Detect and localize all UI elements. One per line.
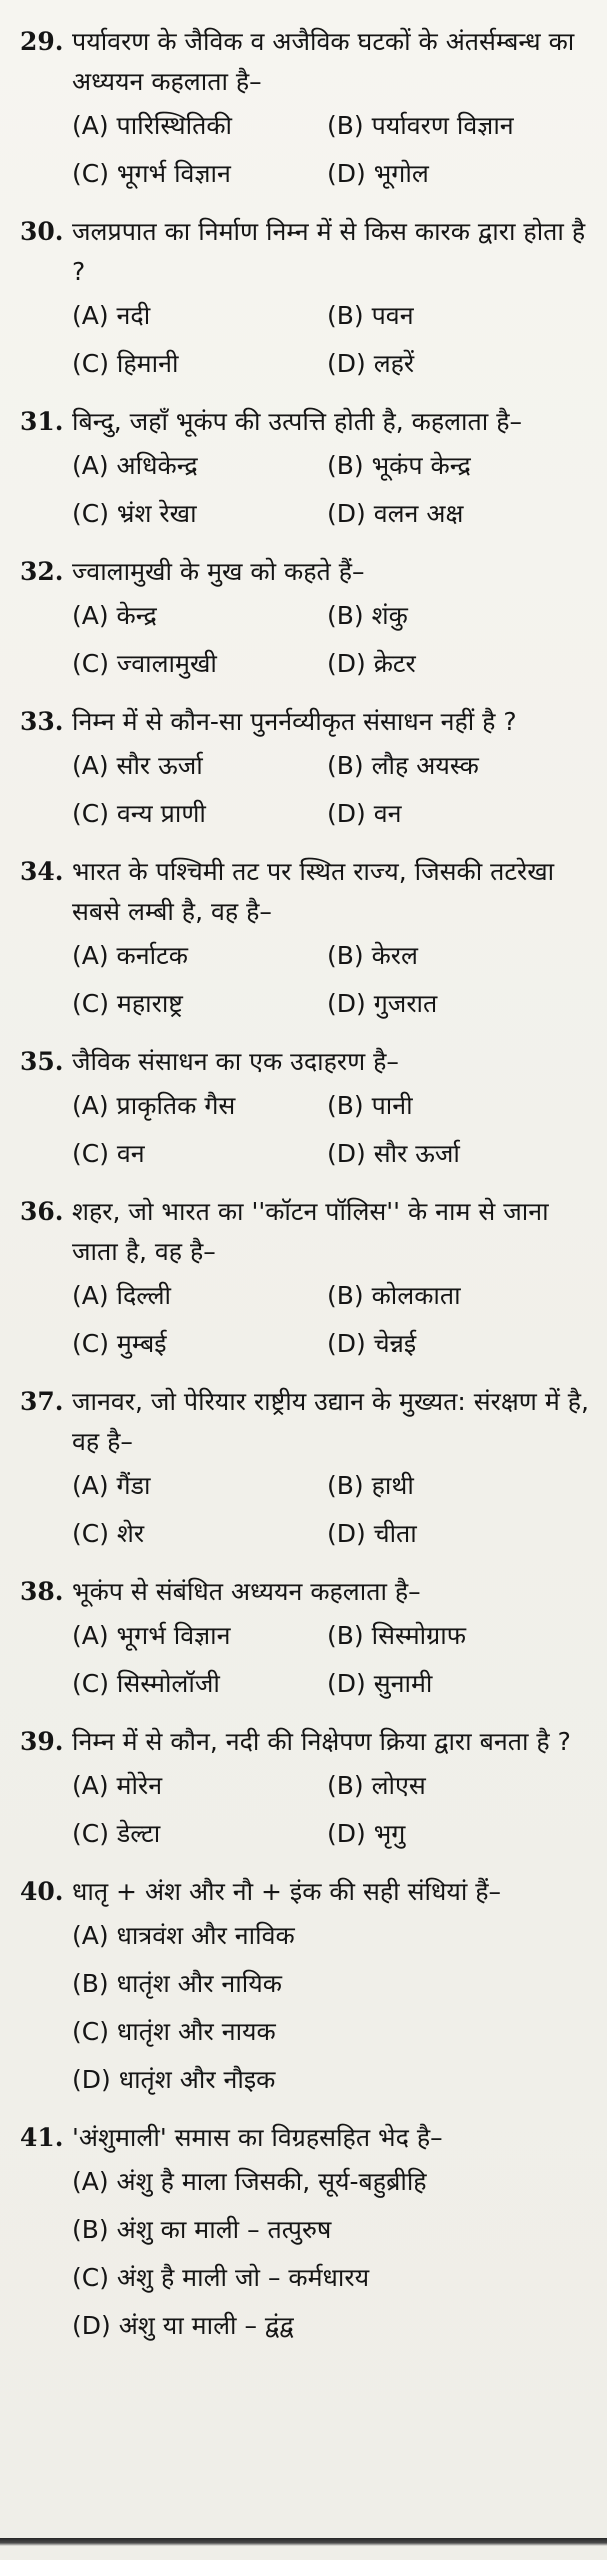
option-a: (A) दिल्ली bbox=[72, 1281, 172, 1310]
option-a: (A) कर्नाटक bbox=[72, 941, 188, 970]
question-text: ज्वालामुखी के मुख को कहते हैं– bbox=[72, 557, 365, 586]
option-a: (A) नदी bbox=[72, 301, 151, 330]
question-text: पर्यावरण के जैविक व अजैविक घटकों के अंतर्सम्बन्ध का अध्ययन कहलाता है– bbox=[72, 27, 575, 96]
option-a: (A) भूगर्भ विज्ञान bbox=[72, 1621, 231, 1650]
question-number: 40. bbox=[20, 1877, 64, 1906]
question-number: 37. bbox=[20, 1387, 64, 1416]
question-text: शहर, जो भारत का ''कॉटन पॉलिस'' के नाम से जाना जाता है, वह है– bbox=[72, 1197, 549, 1266]
question-text: जलप्रपात का निर्माण निम्न में से किस कारक द्वारा होता है ? bbox=[72, 217, 586, 286]
option-d: (D) चीता bbox=[327, 1519, 417, 1548]
page-bottom-rule bbox=[0, 2538, 607, 2546]
option-d: (D) वन bbox=[327, 799, 402, 828]
option-d: (D) लहरें bbox=[327, 349, 415, 378]
option-b: (B) केरल bbox=[327, 941, 418, 970]
question-39 bbox=[20, 1722, 593, 1858]
question-text: 'अंशुमाली' समास का विग्रहसहित भेद है– bbox=[72, 2123, 443, 2152]
option-c: (C) वन्य प्राणी bbox=[72, 799, 206, 828]
option-c: (C) डेल्टा bbox=[72, 1819, 161, 1848]
question-number: 36. bbox=[20, 1197, 64, 1226]
question-36 bbox=[20, 1192, 593, 1368]
option-a: (A) अधिकेन्द्र bbox=[72, 451, 198, 480]
option-d: (D) सुनामी bbox=[327, 1669, 433, 1698]
option-b: (B) लौह अयस्क bbox=[327, 751, 479, 780]
question-29 bbox=[20, 22, 593, 198]
option-c: (C) धातृंश और नायक bbox=[72, 2017, 276, 2046]
question-text: धातृ + अंश और नौ + इंक की सही संधियां हैं– bbox=[72, 1877, 502, 1906]
question-text: बिन्दु, जहाँ भूकंप की उत्पत्ति होती है, कहलाता है– bbox=[72, 407, 522, 436]
question-text: निम्न में से कौन-सा पुनर्नव्यीकृत संसाधन नहीं है ? bbox=[72, 707, 517, 736]
option-b: (B) कोलकाता bbox=[327, 1281, 461, 1310]
option-d: (D) अंशु या माली – द्वंद्व bbox=[72, 2311, 294, 2340]
option-b: (B) लोएस bbox=[327, 1771, 426, 1800]
question-number: 41. bbox=[20, 2123, 64, 2152]
option-c: (C) सिस्मोलॉजी bbox=[72, 1669, 220, 1698]
option-c: (C) मुम्बई bbox=[72, 1329, 167, 1358]
option-c: (C) भ्रंश रेखा bbox=[72, 499, 197, 528]
question-number: 35. bbox=[20, 1047, 64, 1076]
option-c: (C) भूगर्भ विज्ञान bbox=[72, 159, 231, 188]
question-number: 32. bbox=[20, 557, 64, 586]
question-number: 39. bbox=[20, 1727, 64, 1756]
option-c: (C) वन bbox=[72, 1139, 145, 1168]
option-a: (A) प्राकृतिक गैस bbox=[72, 1091, 236, 1120]
question-34 bbox=[20, 852, 593, 1028]
option-a: (A) गैंडा bbox=[72, 1471, 151, 1500]
question-text: निम्न में से कौन, नदी की निक्षेपण क्रिया द्वारा बनता है ? bbox=[72, 1727, 571, 1756]
option-b: (B) पवन bbox=[327, 301, 414, 330]
question-text: भूकंप से संबंधित अध्ययन कहलाता है– bbox=[72, 1577, 421, 1606]
question-40 bbox=[20, 1872, 593, 2104]
question-30 bbox=[20, 212, 593, 388]
option-a: (A) अंशु है माला जिसकी, सूर्य-बहुब्रीहि bbox=[72, 2167, 427, 2196]
question-41 bbox=[20, 2118, 593, 2350]
question-33 bbox=[20, 702, 593, 838]
question-number: 33. bbox=[20, 707, 64, 736]
question-32 bbox=[20, 552, 593, 688]
option-d: (D) भृगु bbox=[327, 1819, 406, 1848]
question-text: जानवर, जो पेरियार राष्ट्रीय उद्यान के मुख्यत: संरक्षण में है, वह है– bbox=[72, 1387, 589, 1456]
question-38 bbox=[20, 1572, 593, 1708]
option-b: (B) हाथी bbox=[327, 1471, 414, 1500]
question-35 bbox=[20, 1042, 593, 1178]
question-number: 34. bbox=[20, 857, 64, 886]
question-31 bbox=[20, 402, 593, 538]
question-number: 30. bbox=[20, 217, 64, 246]
question-number: 29. bbox=[20, 27, 64, 56]
option-c: (C) महाराष्ट्र bbox=[72, 989, 183, 1018]
option-b: (B) पर्यावरण विज्ञान bbox=[327, 111, 514, 140]
option-a: (A) सौर ऊर्जा bbox=[72, 751, 203, 780]
option-d: (D) चेन्नई bbox=[327, 1329, 417, 1358]
question-number: 31. bbox=[20, 407, 64, 436]
option-d: (D) भूगोल bbox=[327, 159, 429, 188]
option-a: (A) धात्रवंश और नाविक bbox=[72, 1921, 295, 1950]
question-text: जैविक संसाधन का एक उदाहरण है– bbox=[72, 1047, 399, 1076]
option-c: (C) ज्वालामुखी bbox=[72, 649, 217, 678]
question-37 bbox=[20, 1382, 593, 1558]
option-a: (A) केन्द्र bbox=[72, 601, 157, 630]
option-d: (D) गुजरात bbox=[327, 989, 438, 1018]
option-d: (D) वलन अक्ष bbox=[327, 499, 464, 528]
option-d: (D) धातृंश और नौइक bbox=[72, 2065, 276, 2094]
question-number: 38. bbox=[20, 1577, 64, 1606]
option-b: (B) भूकंप केन्द्र bbox=[327, 451, 471, 480]
option-d: (D) सौर ऊर्जा bbox=[327, 1139, 460, 1168]
option-d: (D) क्रेटर bbox=[327, 649, 416, 678]
option-c: (C) अंशु है माली जो – कर्मधारय bbox=[72, 2263, 370, 2292]
option-b: (B) धातृंश और नायिक bbox=[72, 1969, 282, 1998]
question-text: भारत के पश्चिमी तट पर स्थित राज्य, जिसकी तटरेखा सबसे लम्बी है, वह है– bbox=[72, 857, 555, 926]
option-c: (C) हिमानी bbox=[72, 349, 179, 378]
option-b: (B) पानी bbox=[327, 1091, 413, 1120]
option-a: (A) मोरेन bbox=[72, 1771, 163, 1800]
option-a: (A) पारिस्थितिकी bbox=[72, 111, 233, 140]
option-b: (B) अंशु का माली – तत्पुरुष bbox=[72, 2215, 332, 2244]
option-b: (B) शंकु bbox=[327, 601, 408, 630]
option-b: (B) सिस्मोग्राफ bbox=[327, 1621, 466, 1650]
option-c: (C) शेर bbox=[72, 1519, 145, 1548]
